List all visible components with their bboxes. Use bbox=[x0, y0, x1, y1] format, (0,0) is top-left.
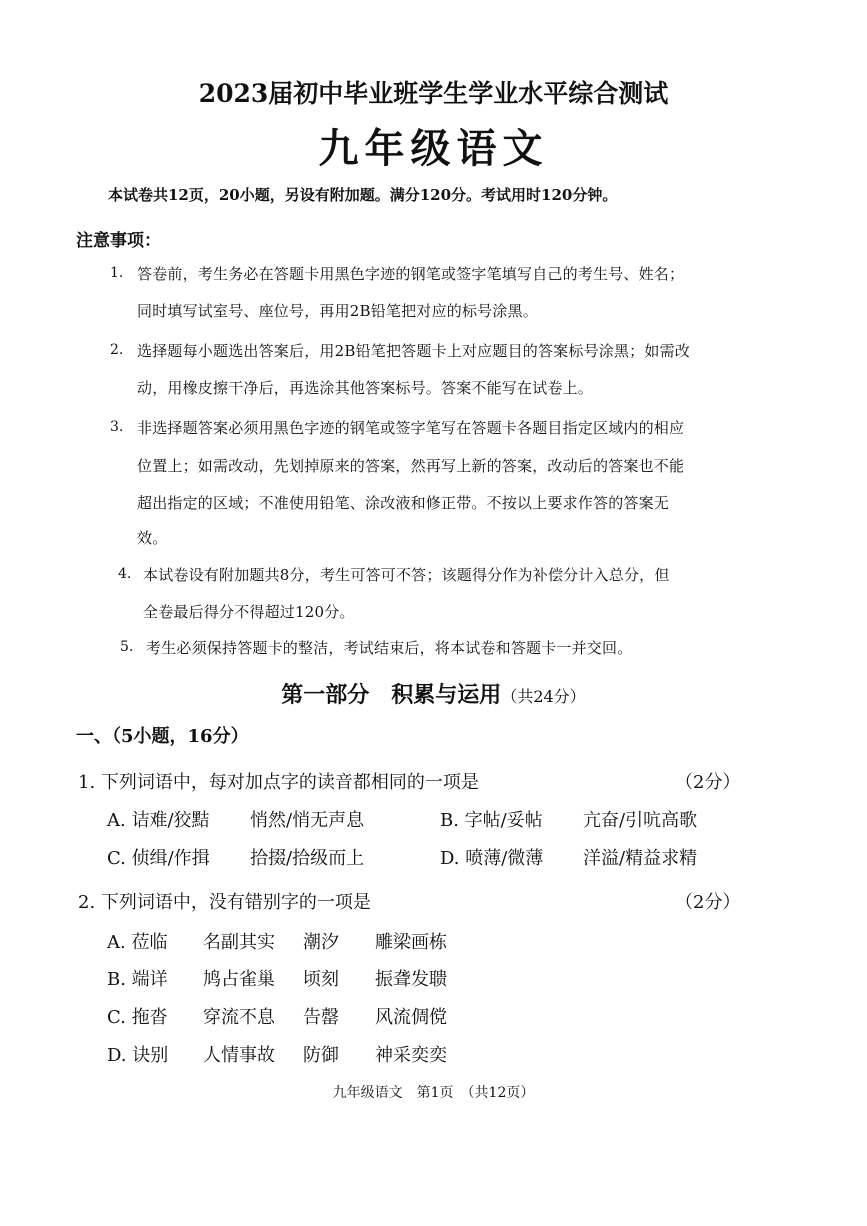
question-stem: 1. 下列词语中，每对加点字的读音都相同的一项是 bbox=[78, 772, 479, 793]
note-line: 考生必须保持答题卡的整洁，考试结束后，将本试卷和答题卡一并交回。 bbox=[146, 639, 633, 657]
option-a-word: 悄然/悄无声息 bbox=[250, 810, 365, 831]
note-line: 超出指定的区域；不准使用铅笔、涂改液和修正带。不按以上要求作答的答案无 bbox=[137, 494, 670, 512]
note-line: 答卷前，考生务必在答题卡用黑色字迹的钢笔或签字笔填写自己的考生号、姓名； bbox=[137, 265, 685, 283]
question-points: （2分） bbox=[675, 772, 741, 793]
question-stem: 2. 下列词语中，没有错别字的一项是 bbox=[78, 892, 371, 913]
option-b: B. 端详 bbox=[107, 969, 168, 990]
page-footer: 九年级语文 第1页 （共12页） bbox=[332, 1085, 535, 1101]
note-line: 效。 bbox=[137, 529, 168, 547]
note-line: 非选择题答案必须用黑色字迹的钢笔或签字笔写在答题卡各题目指定区域内的相应 bbox=[137, 419, 685, 437]
note-line: 选择题每小题选出答案后，用2B铅笔把答题卡上对应题目的答案标号涂黑；如需改 bbox=[137, 342, 690, 360]
option-word: 潮汐 bbox=[303, 932, 339, 953]
option-word: 告罄 bbox=[303, 1007, 339, 1028]
subject-title: 九年级语文 bbox=[318, 125, 549, 172]
option-b-word: 亢奋/引吭高歌 bbox=[583, 810, 698, 831]
exam-intro: 本试卷共12页，20小题，另设有附加题。满分120分。考试用时120分钟。 bbox=[108, 186, 618, 204]
option-word: 神采奕奕 bbox=[375, 1045, 447, 1066]
question-points: （2分） bbox=[675, 892, 741, 913]
option-word: 名副其实 bbox=[203, 932, 275, 953]
exam-title: 2023届初中毕业班学生学业水平综合测试 bbox=[198, 79, 669, 108]
note-number: 5. bbox=[120, 639, 134, 655]
note-number: 2. bbox=[110, 342, 124, 358]
note-line: 位置上；如需改动，先划掉原来的答案，然再写上新的答案，改动后的答案也不能 bbox=[137, 457, 685, 475]
note-number: 3. bbox=[110, 419, 124, 435]
option-d: D. 诀别 bbox=[107, 1045, 169, 1066]
option-c: C. 拖沓 bbox=[107, 1007, 168, 1028]
option-word: 风流倜傥 bbox=[375, 1007, 447, 1028]
option-d-word: 洋溢/精益求精 bbox=[583, 848, 698, 869]
option-a: A. 诘难/狡黠 bbox=[107, 810, 210, 831]
note-number: 1. bbox=[110, 265, 124, 281]
option-word: 防御 bbox=[303, 1045, 339, 1066]
option-word: 人情事故 bbox=[203, 1045, 275, 1066]
option-word: 振聋发聩 bbox=[375, 969, 447, 990]
note-line: 本试卷设有附加题共8分，考生可答可不答；该题得分作为补偿分计入总分，但 bbox=[143, 566, 670, 584]
option-c: C. 侦缉/作揖 bbox=[107, 848, 210, 869]
option-c-word: 拾掇/拾级而上 bbox=[250, 848, 365, 869]
note-number: 4. bbox=[118, 566, 132, 582]
section-heading: 一、（5小题，16分） bbox=[76, 726, 249, 747]
notes-heading: 注意事项： bbox=[76, 231, 161, 251]
option-word: 顷刻 bbox=[303, 969, 339, 990]
option-word: 鸠占雀巢 bbox=[203, 969, 275, 990]
part-title-text: 第一部分 积累与运用 bbox=[281, 682, 502, 708]
note-line: 全卷最后得分不得超过120分。 bbox=[143, 603, 355, 621]
part-score: （共24分） bbox=[501, 687, 586, 706]
part-title bbox=[0, 678, 867, 709]
option-word: 雕梁画栋 bbox=[375, 932, 447, 953]
option-d: D. 喷薄/微薄 bbox=[440, 848, 544, 869]
option-b: B. 字帖/妥帖 bbox=[440, 810, 543, 831]
note-line: 动，用橡皮擦干净后，再选涂其他答案标号。答案不能写在试卷上。 bbox=[137, 379, 594, 397]
option-word: 穿流不息 bbox=[203, 1007, 275, 1028]
note-line: 同时填写试室号、座位号，再用2B铅笔把对应的标号涂黑。 bbox=[137, 302, 538, 320]
option-a: A. 莅临 bbox=[107, 932, 168, 953]
